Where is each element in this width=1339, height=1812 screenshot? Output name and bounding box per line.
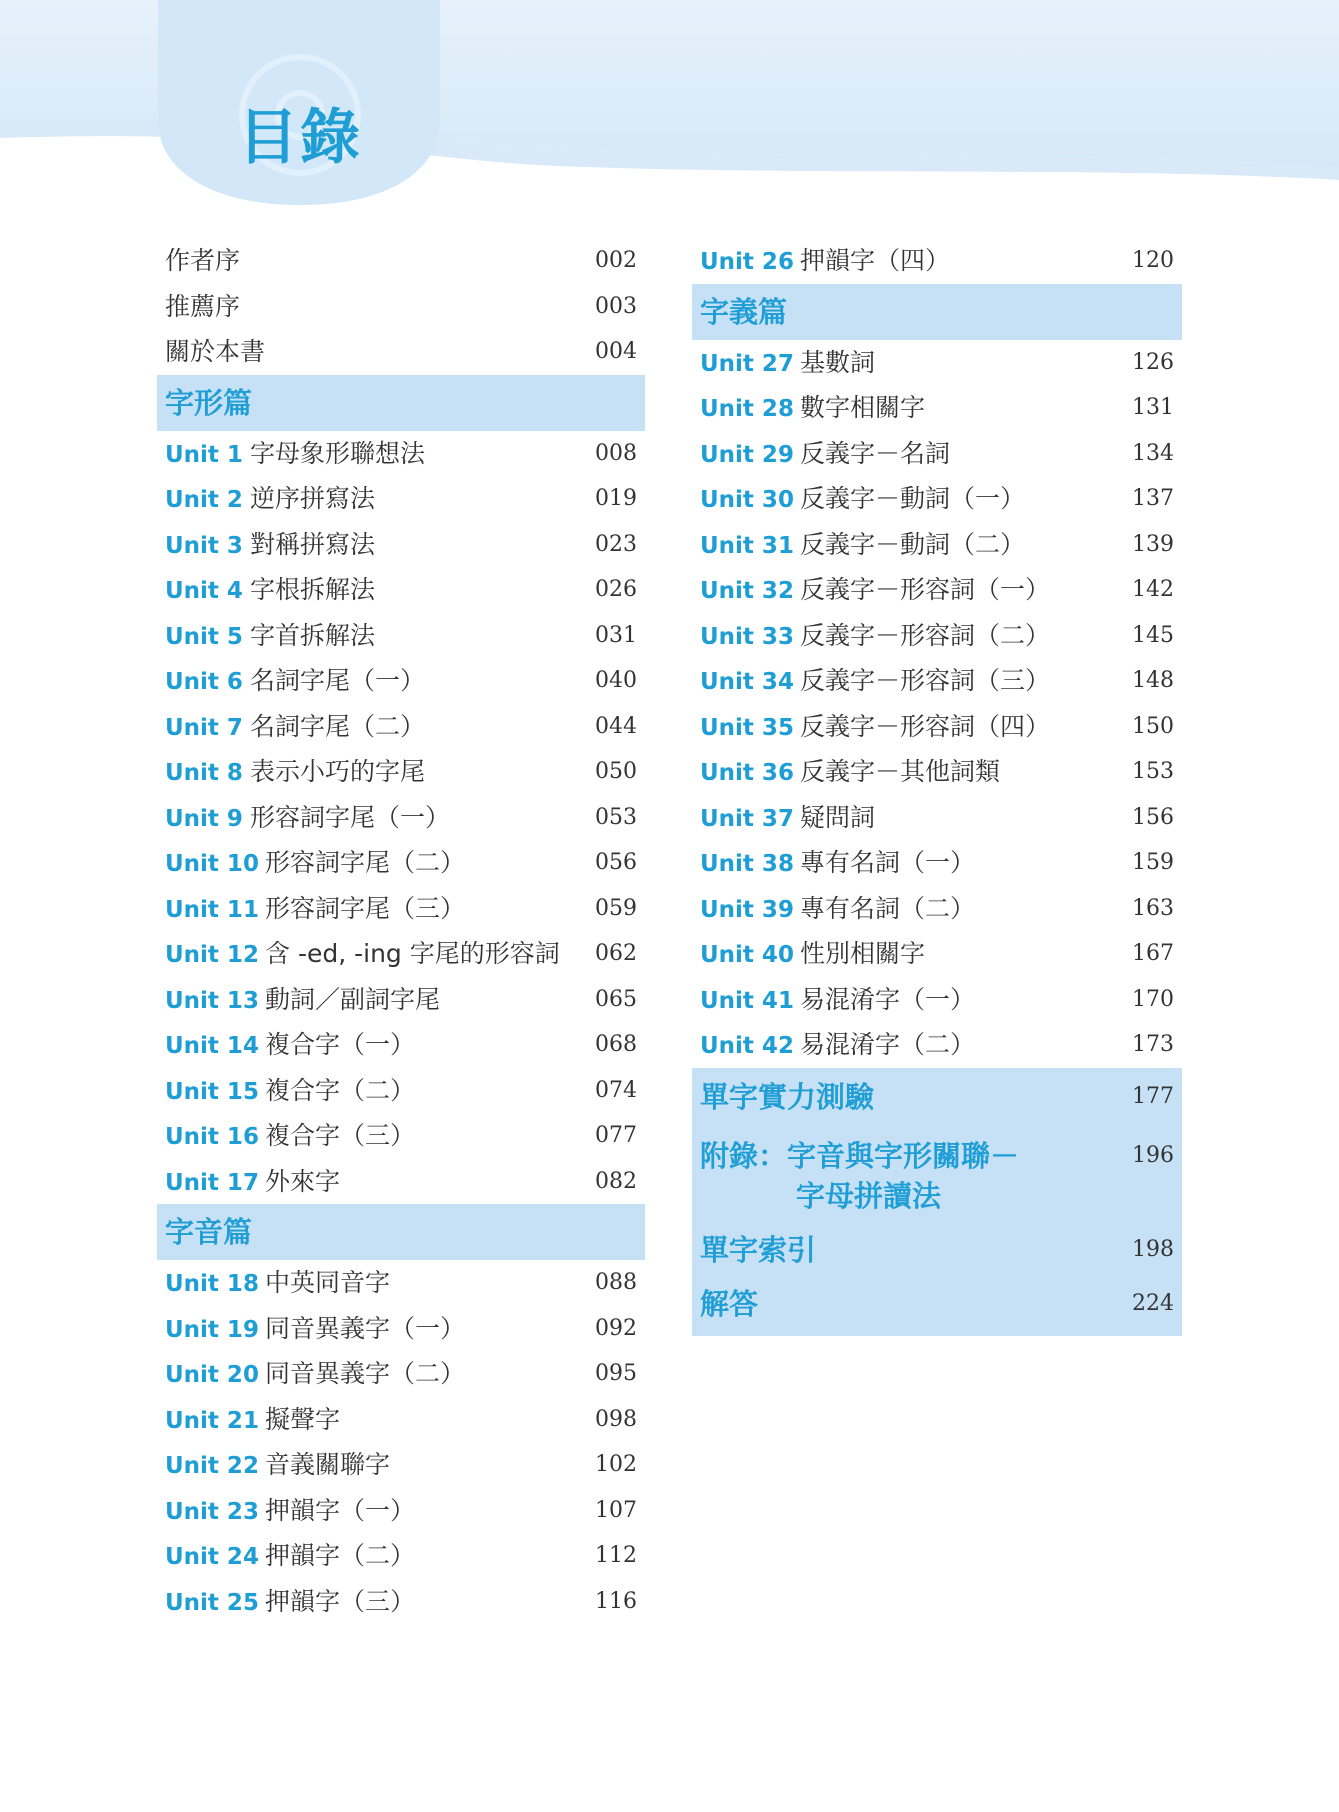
page-number: 170	[1132, 986, 1174, 1012]
unit-title: 反義字－形容詞（四）	[800, 711, 1051, 741]
unit-title: 反義字－形容詞（三）	[800, 666, 1051, 695]
unit-title: 反義字－動詞（一）	[800, 484, 1026, 513]
unit-number: Unit 34	[700, 669, 794, 695]
page-number: 112	[595, 1543, 637, 1568]
toc-entry[interactable]	[157, 1488, 645, 1534]
toc-entry[interactable]	[692, 238, 1182, 284]
unit-title: 反義字－形容詞（二）	[800, 620, 1051, 650]
entry-label	[165, 1306, 465, 1354]
unit-number: Unit 4	[165, 578, 243, 604]
unit-title: 名詞字尾（二）	[250, 711, 426, 741]
toc-entry[interactable]	[157, 704, 645, 750]
unit-number: Unit 5	[165, 623, 243, 650]
page-number: 008	[595, 440, 637, 466]
entry-label	[165, 840, 465, 888]
entry-label	[700, 977, 975, 1025]
page-number: 004	[595, 339, 637, 364]
entry-label: 作者序	[165, 246, 241, 275]
unit-title: 含 -ed, -ing 字尾的形容詞	[265, 939, 560, 968]
page-number: 019	[595, 486, 637, 511]
toc-entry[interactable]	[692, 840, 1182, 886]
unit-title: 動詞／副詞字尾	[265, 984, 441, 1014]
toc-entry[interactable]	[157, 1113, 645, 1159]
entry-label	[165, 1397, 340, 1445]
page-number: 002	[595, 248, 637, 273]
page-number: 142	[1132, 577, 1174, 602]
page-number: 092	[595, 1315, 637, 1341]
unit-number: Unit 22	[165, 1453, 259, 1479]
entry-label	[165, 1488, 415, 1536]
unit-title: 對稱拼寫法	[250, 529, 376, 559]
unit-title: 同音異義字（二）	[265, 1359, 466, 1388]
toc-entry[interactable]	[157, 1159, 645, 1205]
unit-number: Unit 36	[700, 760, 794, 786]
toc-entry[interactable]	[157, 284, 645, 330]
toc-left-column	[157, 238, 645, 1624]
entry-label	[700, 931, 925, 979]
entry-label	[165, 795, 450, 843]
unit-title: 擬聲字	[265, 1404, 341, 1434]
unit-title: 名詞字尾（一）	[250, 666, 426, 695]
toc-entry[interactable]	[157, 1579, 645, 1625]
page-number: 068	[595, 1032, 637, 1057]
toc-entry[interactable]	[692, 931, 1182, 977]
toc-entry[interactable]	[692, 886, 1182, 932]
unit-title: 字首拆解法	[250, 620, 376, 650]
page-number: 159	[1132, 850, 1174, 875]
toc-entry[interactable]	[692, 340, 1182, 386]
unit-number: Unit 10	[165, 851, 259, 877]
unit-title: 複合字（三）	[265, 1121, 416, 1150]
unit-number: Unit 30	[700, 487, 794, 513]
unit-title: 字母象形聯想法	[250, 438, 426, 468]
unit-title: 音義關聯字	[265, 1450, 391, 1479]
page-number: 107	[595, 1497, 637, 1523]
unit-number: Unit 17	[165, 1169, 259, 1196]
entry-label	[700, 385, 925, 433]
page-number: 053	[595, 804, 637, 830]
toc-entry[interactable]	[157, 1533, 645, 1579]
toc-entry[interactable]	[692, 385, 1182, 431]
toc-entry[interactable]	[157, 1260, 645, 1306]
entry-label	[700, 238, 950, 286]
entry-label	[700, 886, 975, 934]
entry-label	[165, 704, 425, 752]
page-number: 198	[1132, 1236, 1174, 1262]
toc-right-column	[692, 238, 1182, 1336]
entry-label-line2: 字母拼讀法	[796, 1178, 942, 1213]
toc-entry[interactable]	[157, 977, 645, 1023]
unit-number: Unit 13	[165, 987, 259, 1014]
entry-label	[700, 476, 1025, 524]
toc-entry[interactable]	[157, 658, 645, 704]
unit-number: Unit 14	[165, 1033, 259, 1059]
entry-label	[700, 704, 1050, 752]
toc-entry-index[interactable]	[692, 1222, 1182, 1278]
unit-title: 押韻字（四）	[800, 246, 951, 275]
unit-number: Unit 9	[165, 805, 243, 832]
toc-entry[interactable]	[157, 1442, 645, 1488]
entry-label	[165, 1113, 415, 1161]
unit-title: 表示小巧的字尾	[250, 757, 426, 786]
unit-title: 反義字－其他詞類	[800, 757, 1001, 786]
entry-label-line1: 附錄：字音與字形關聯－	[700, 1138, 1020, 1173]
entry-label	[700, 1022, 975, 1070]
entry-label	[165, 1260, 390, 1308]
entry-label	[165, 1351, 465, 1399]
page-number: 095	[595, 1361, 637, 1386]
header-decoration	[0, 0, 1339, 230]
unit-title: 中英同音字	[265, 1268, 391, 1297]
toc-entry[interactable]	[157, 931, 645, 977]
unit-title: 複合字（一）	[265, 1030, 416, 1059]
toc-entry[interactable]	[692, 431, 1182, 477]
toc-entry[interactable]	[157, 238, 645, 284]
page-number: 031	[595, 622, 637, 648]
entry-label	[165, 886, 465, 934]
unit-title: 反義字－形容詞（一）	[800, 575, 1051, 604]
toc-entry[interactable]	[692, 522, 1182, 568]
page-number: 003	[595, 293, 637, 319]
unit-title: 字根拆解法	[250, 575, 376, 604]
section-title: 字義篇	[700, 294, 788, 329]
page-title: 目錄	[238, 103, 362, 173]
section-header	[692, 284, 1182, 340]
unit-number: Unit 25	[165, 1589, 259, 1616]
unit-title: 基數詞	[800, 347, 876, 377]
unit-title: 性別相關字	[800, 939, 926, 968]
page-number: 167	[1132, 941, 1174, 966]
unit-title: 疑問詞	[800, 802, 876, 832]
entry-label	[165, 1533, 415, 1581]
page-number: 040	[595, 668, 637, 693]
section-header	[157, 1204, 645, 1260]
section-title: 字音篇	[165, 1215, 253, 1249]
unit-title: 反義字－名詞	[800, 438, 951, 468]
unit-number: Unit 41	[700, 987, 794, 1014]
page-number: 062	[595, 941, 637, 966]
toc-entry[interactable]	[692, 1022, 1182, 1068]
page-number: 131	[1132, 395, 1174, 420]
entry-label	[165, 476, 375, 524]
unit-title: 專有名詞（二）	[800, 893, 976, 923]
unit-title: 押韻字（三）	[265, 1586, 416, 1616]
toc-entry[interactable]	[157, 567, 645, 613]
unit-number: Unit 21	[165, 1407, 259, 1434]
unit-title: 押韻字（二）	[265, 1541, 416, 1570]
toc-entry[interactable]	[157, 1022, 645, 1068]
page-number: 098	[595, 1406, 637, 1432]
unit-number: Unit 2	[165, 487, 243, 513]
page-number: 224	[1132, 1290, 1174, 1316]
unit-number: Unit 3	[165, 532, 243, 559]
entry-label	[165, 749, 425, 797]
unit-title: 形容詞字尾（一）	[250, 802, 451, 832]
entry-label	[165, 1442, 390, 1490]
unit-title: 形容詞字尾（二）	[265, 848, 466, 877]
entry-label	[700, 840, 975, 888]
page-number: 139	[1132, 531, 1174, 557]
toc-entry[interactable]	[692, 658, 1182, 704]
page-number: 196	[1132, 1142, 1174, 1168]
page-number: 163	[1132, 895, 1174, 921]
unit-number: Unit 7	[165, 714, 243, 741]
unit-number: Unit 26	[700, 249, 794, 275]
page-number: 050	[595, 759, 637, 784]
page-number: 077	[595, 1123, 637, 1148]
section-title: 字形篇	[165, 385, 253, 420]
toc-entry[interactable]	[692, 613, 1182, 659]
unit-number: Unit 24	[165, 1544, 259, 1570]
unit-number: Unit 32	[700, 578, 794, 604]
page-number: 059	[595, 895, 637, 921]
page-number: 177	[1132, 1083, 1174, 1109]
unit-number: Unit 42	[700, 1033, 794, 1059]
entry-label	[165, 1579, 415, 1627]
toc-entry[interactable]	[692, 749, 1182, 795]
unit-number: Unit 20	[165, 1362, 259, 1388]
page-number: 116	[595, 1588, 637, 1614]
unit-number: Unit 35	[700, 714, 794, 741]
entry-label	[700, 431, 950, 479]
unit-title: 易混淆字（一）	[800, 984, 976, 1014]
toc-entry[interactable]	[692, 476, 1182, 522]
entry-label	[165, 1068, 415, 1116]
unit-title: 外來字	[265, 1166, 341, 1196]
unit-title: 押韻字（一）	[265, 1495, 416, 1525]
page-number: 056	[595, 850, 637, 875]
toc-entry[interactable]	[692, 795, 1182, 841]
entry-label: 推薦序	[165, 291, 241, 321]
page-number: 156	[1132, 804, 1174, 830]
entry-label	[165, 613, 375, 661]
entry-label	[700, 795, 875, 843]
entry-label: 單字索引	[700, 1232, 817, 1267]
entry-label	[165, 431, 425, 479]
toc-entry[interactable]	[157, 840, 645, 886]
entry-label	[700, 749, 1000, 797]
unit-number: Unit 29	[700, 441, 794, 468]
unit-number: Unit 33	[700, 623, 794, 650]
unit-number: Unit 18	[165, 1271, 259, 1297]
toc-entry-quiz[interactable]	[692, 1068, 1182, 1126]
unit-number: Unit 15	[165, 1078, 259, 1105]
unit-number: Unit 6	[165, 669, 243, 695]
toc-entry[interactable]	[157, 1068, 645, 1114]
page-number: 173	[1132, 1032, 1174, 1057]
page-number: 145	[1132, 622, 1174, 648]
page-number: 120	[1132, 248, 1174, 273]
entry-label: 解答	[700, 1286, 759, 1321]
appendix-box	[692, 1068, 1182, 1336]
unit-number: Unit 16	[165, 1124, 259, 1150]
unit-number: Unit 12	[165, 942, 259, 968]
entry-label	[165, 1022, 415, 1070]
toc-entry[interactable]	[157, 886, 645, 932]
entry-label	[165, 567, 375, 615]
toc-entry[interactable]	[157, 329, 645, 375]
toc-entry-answers[interactable]	[692, 1278, 1182, 1336]
toc-entry[interactable]	[157, 795, 645, 841]
page-number: 153	[1132, 759, 1174, 784]
entry-label	[165, 658, 425, 706]
unit-number: Unit 27	[700, 350, 794, 377]
entry-label	[700, 613, 1050, 661]
page-number: 137	[1132, 486, 1174, 511]
unit-number: Unit 23	[165, 1498, 259, 1525]
entry-label: 單字實力測驗	[700, 1079, 875, 1114]
unit-number: Unit 19	[165, 1316, 259, 1343]
entry-label	[165, 977, 440, 1025]
page-number: 134	[1132, 440, 1174, 466]
entry-label	[700, 522, 1025, 570]
page-number: 126	[1132, 349, 1174, 375]
page-number: 065	[595, 986, 637, 1012]
page-number: 026	[595, 577, 637, 602]
unit-title: 複合字（二）	[265, 1075, 416, 1105]
entry-label	[700, 658, 1050, 706]
page-number: 074	[595, 1077, 637, 1103]
unit-number: Unit 31	[700, 532, 794, 559]
toc-entry[interactable]	[692, 704, 1182, 750]
entry-label	[165, 931, 560, 979]
unit-number: Unit 1	[165, 441, 243, 468]
page-number: 150	[1132, 713, 1174, 739]
unit-number: Unit 39	[700, 896, 794, 923]
toc-entry[interactable]	[157, 749, 645, 795]
section-header	[157, 375, 645, 431]
toc-entry[interactable]	[157, 1351, 645, 1397]
unit-number: Unit 37	[700, 805, 794, 832]
page-number: 082	[595, 1168, 637, 1194]
unit-title: 逆序拼寫法	[250, 484, 376, 513]
toc-entry[interactable]	[157, 431, 645, 477]
unit-number: Unit 38	[700, 851, 794, 877]
unit-title: 專有名詞（一）	[800, 848, 976, 877]
unit-number: Unit 40	[700, 942, 794, 968]
unit-number: Unit 8	[165, 760, 243, 786]
unit-title: 數字相關字	[800, 393, 926, 422]
toc-entry[interactable]	[692, 567, 1182, 613]
page-number: 102	[595, 1452, 637, 1477]
unit-title: 易混淆字（二）	[800, 1030, 976, 1059]
toc-entry[interactable]	[157, 522, 645, 568]
entry-label: 關於本書	[165, 337, 266, 366]
unit-title: 形容詞字尾（三）	[265, 893, 466, 923]
entry-label	[700, 340, 875, 388]
toc-entry[interactable]	[157, 613, 645, 659]
toc-entry[interactable]	[157, 1306, 645, 1352]
page-number: 023	[595, 531, 637, 557]
unit-title: 反義字－動詞（二）	[800, 529, 1026, 559]
page-number: 088	[595, 1270, 637, 1295]
entry-label	[165, 1159, 340, 1207]
unit-number: Unit 11	[165, 896, 259, 923]
toc-entry[interactable]	[157, 476, 645, 522]
toc-entry[interactable]	[692, 977, 1182, 1023]
entry-label	[165, 522, 375, 570]
unit-title: 同音異義字（一）	[265, 1313, 466, 1343]
entry-label	[700, 567, 1050, 615]
toc-entry[interactable]	[157, 1397, 645, 1443]
page-number: 148	[1132, 668, 1174, 693]
toc-entry-appendix[interactable]	[692, 1126, 1182, 1222]
unit-number: Unit 28	[700, 396, 794, 422]
page-number: 044	[595, 713, 637, 739]
